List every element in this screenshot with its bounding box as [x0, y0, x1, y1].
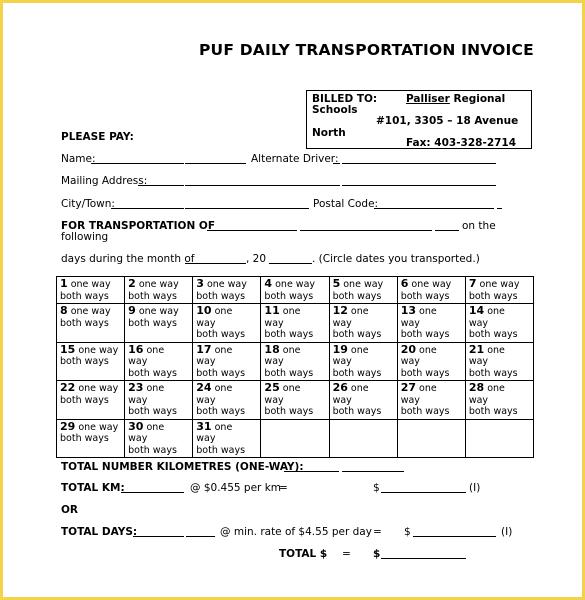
min-rate-text: @ min. rate of $4.55 per day	[220, 526, 372, 538]
both-ways-option: both ways	[264, 406, 314, 417]
calendar-day-number: 19	[332, 342, 348, 356]
billed-to-line2: Schools	[312, 104, 358, 116]
one-way-option-part2: way	[128, 394, 148, 406]
billed-to-box	[306, 90, 532, 149]
calendar-day-number: 23	[128, 381, 144, 394]
calendar-day-1[interactable]	[57, 277, 125, 304]
calendar-day-number: 1	[60, 277, 68, 290]
one-way-option: one way	[78, 344, 119, 356]
calendar-day-number: 26	[332, 381, 348, 394]
both-ways-option: both ways	[332, 290, 382, 302]
name-label: Name:	[61, 153, 96, 165]
both-ways-option: both ways	[468, 290, 518, 302]
transportation-of-field-1[interactable]	[207, 230, 297, 231]
one-way-option-part2: way	[196, 317, 216, 329]
one-way-option-part1: one	[350, 383, 369, 394]
calendar-day-number: 24	[196, 381, 212, 394]
calendar-day-number: 22	[60, 381, 76, 394]
both-ways-option: both ways	[128, 317, 177, 329]
both-ways-option: both ways	[468, 329, 518, 340]
billed-to-label: BILLED TO:	[312, 93, 378, 105]
one-way-option-part1: one	[487, 306, 505, 317]
alternate-driver-label: Alternate Driver:	[251, 153, 339, 165]
calendar-day-25[interactable]	[261, 381, 329, 420]
year-prefix-text: , 20	[246, 253, 267, 265]
calendar-day-29[interactable]	[57, 419, 125, 458]
calendar-day-number: 20	[400, 342, 417, 356]
calendar-day-number: 14	[468, 304, 485, 317]
one-way-option-part2: way	[196, 356, 216, 367]
both-ways-option: both ways	[400, 290, 450, 302]
dollar-days: $	[404, 526, 411, 538]
km-note: (I)	[469, 482, 481, 494]
calendar-day-10[interactable]	[193, 304, 261, 343]
calendar-day-number: 28	[468, 381, 485, 394]
calendar-day-23[interactable]	[125, 381, 193, 420]
calendar-empty-cell	[397, 419, 465, 458]
calendar-day-number: 3	[196, 277, 204, 290]
rate-per-km-text: @ $0.455 per km	[190, 482, 282, 494]
calendar-day-19[interactable]	[329, 342, 397, 381]
transportation-of-label: FOR TRANSPORTATION OF	[61, 220, 215, 232]
calendar-grid	[56, 276, 534, 458]
calendar-day-number: 2	[128, 277, 136, 290]
calendar-day-21[interactable]	[465, 342, 533, 381]
name-field-extra[interactable]	[185, 163, 246, 164]
one-way-option-part1: one	[214, 421, 233, 433]
mailing-address-field-2[interactable]	[185, 185, 340, 186]
days-amount-field[interactable]	[413, 536, 496, 537]
one-way-option-part2: way	[264, 317, 284, 329]
one-way-option-part1: one	[146, 383, 165, 394]
calendar-day-12[interactable]	[329, 304, 397, 343]
one-way-option-part2: way	[264, 394, 284, 406]
or-label: OR	[61, 504, 79, 516]
month-field[interactable]	[185, 263, 246, 264]
days-during-month-text: days during the month of	[61, 253, 195, 265]
transportation-of-field-3[interactable]	[435, 230, 459, 231]
both-ways-option: both ways	[264, 290, 314, 302]
calendar-day-6[interactable]	[397, 277, 465, 304]
both-ways-option: both ways	[468, 367, 518, 379]
city-town-label: City/Town:	[61, 198, 115, 210]
calendar-day-number: 4	[264, 277, 273, 290]
both-ways-option: both ways	[128, 290, 177, 302]
both-ways-option: both ways	[60, 317, 109, 329]
calendar-day-26[interactable]	[329, 381, 397, 420]
both-ways-option: both ways	[264, 367, 314, 379]
both-ways-option: both ways	[128, 367, 177, 379]
calendar-day-number: 13	[400, 304, 417, 317]
billed-to-fax: Fax: 403-328-2714	[406, 137, 517, 149]
both-ways-option: both ways	[468, 406, 518, 417]
one-way-option: one way	[275, 279, 316, 290]
total-km-one-way-field-2[interactable]	[342, 471, 404, 472]
one-way-option-part2: way	[332, 356, 352, 367]
mailing-address-field-3[interactable]	[342, 185, 496, 186]
billed-to-name-underlined: Palliser	[406, 93, 450, 105]
calendar-day-number: 17	[196, 342, 212, 356]
dollar-km: $	[373, 482, 380, 494]
calendar-day-number: 10	[196, 304, 212, 317]
equals-days: =	[373, 526, 382, 538]
both-ways-option: both ways	[400, 367, 450, 379]
calendar-day-27[interactable]	[397, 381, 465, 420]
one-way-option-part1: one	[214, 306, 233, 317]
one-way-option: one way	[70, 306, 111, 317]
calendar-day-number: 18	[264, 342, 280, 356]
calendar-day-3[interactable]	[193, 277, 261, 304]
one-way-option-part2: way	[468, 394, 489, 406]
calendar-day-number: 25	[264, 381, 280, 394]
calendar-day-24[interactable]	[193, 381, 261, 420]
calendar-day-number: 7	[468, 277, 477, 290]
calendar-day-8[interactable]	[57, 304, 125, 343]
both-ways-option: both ways	[60, 290, 109, 302]
calendar-day-number: 21	[468, 342, 485, 356]
one-way-option-part1: one	[419, 383, 437, 394]
equals-total: =	[342, 548, 351, 560]
postal-code-label: Postal Code:	[313, 198, 379, 210]
one-way-option-part2: way	[196, 433, 216, 444]
calendar-day-number: 29	[60, 419, 76, 433]
one-way-option-part1: one	[214, 383, 233, 394]
both-ways-option: both ways	[196, 367, 246, 379]
billed-to-name	[406, 93, 505, 105]
transportation-of-field-2[interactable]	[300, 230, 432, 231]
one-way-option-part2: way	[128, 356, 148, 367]
one-way-option: one way	[138, 306, 179, 317]
calendar-day-number: 30	[128, 419, 144, 433]
calendar-day-17[interactable]	[193, 342, 261, 381]
both-ways-option: both ways	[60, 433, 109, 444]
billed-to-name-rest: Regional	[449, 93, 506, 105]
one-way-option-part1: one	[214, 344, 233, 356]
calendar-day-number: 27	[400, 381, 417, 394]
equals-km: =	[279, 482, 288, 494]
both-ways-option: both ways	[128, 406, 177, 417]
calendar-day-number: 9	[128, 304, 136, 317]
one-way-option-part2: way	[128, 433, 148, 444]
calendar-day-5[interactable]	[329, 277, 397, 304]
both-ways-option: both ways	[196, 329, 246, 340]
one-way-option-part1: one	[350, 306, 369, 317]
calendar-day-4[interactable]	[261, 277, 329, 304]
total-amount-field[interactable]	[381, 558, 466, 559]
postal-code-field-end[interactable]	[497, 208, 502, 209]
days-note: (I)	[501, 526, 513, 538]
one-way-option-part1: one	[487, 344, 505, 356]
one-way-option: one way	[78, 421, 119, 433]
one-way-option-part1: one	[419, 306, 437, 317]
calendar-day-number: 12	[332, 304, 348, 317]
page-title: PUF DAILY TRANSPORTATION INVOICE	[199, 41, 534, 59]
one-way-option: one way	[206, 279, 247, 290]
calendar-day-number: 11	[264, 304, 280, 317]
one-way-option: one way	[78, 383, 119, 394]
calendar-day-11[interactable]	[261, 304, 329, 343]
calendar-day-number: 16	[128, 342, 144, 356]
calendar-day-9[interactable]	[125, 304, 193, 343]
both-ways-option: both ways	[196, 444, 246, 456]
one-way-option-part2: way	[264, 356, 284, 367]
calendar-empty-cell	[465, 419, 533, 458]
total-km-label: TOTAL KM:	[61, 482, 125, 494]
one-way-option-part1: one	[282, 383, 301, 394]
following-text: following	[61, 231, 109, 243]
alternate-driver-field-start[interactable]	[333, 163, 340, 164]
one-way-option: one way	[411, 279, 452, 290]
name-field[interactable]	[91, 163, 184, 164]
calendar-day-number: 31	[196, 419, 212, 433]
both-ways-option: both ways	[332, 367, 382, 379]
calendar-day-31[interactable]	[193, 419, 261, 458]
one-way-option-part2: way	[332, 394, 352, 406]
both-ways-option: both ways	[196, 290, 246, 302]
mailing-address-field-1[interactable]	[138, 185, 184, 186]
one-way-option: one way	[479, 279, 520, 290]
please-pay-label: PLEASE PAY:	[61, 131, 134, 143]
calendar-day-16[interactable]	[125, 342, 193, 381]
alternate-driver-field[interactable]	[342, 163, 496, 164]
city-town-field-1[interactable]	[111, 208, 184, 209]
calendar-day-30[interactable]	[125, 419, 193, 458]
total-km-one-way-label: TOTAL NUMBER KILOMETRES (ONE-WAY):	[61, 461, 304, 473]
km-amount-field[interactable]	[381, 492, 466, 493]
calendar-day-20[interactable]	[397, 342, 465, 381]
calendar-day-number: 5	[332, 277, 341, 290]
total-dollar-label: TOTAL $	[279, 548, 328, 560]
calendar-day-22[interactable]	[57, 381, 125, 420]
calendar-day-13[interactable]	[397, 304, 465, 343]
mailing-address-label: Mailing Address:	[61, 175, 148, 187]
total-days-field-1[interactable]	[133, 536, 184, 537]
one-way-option-part2: way	[196, 394, 216, 406]
calendar-day-number: 6	[400, 277, 409, 290]
one-way-option-part2: way	[400, 394, 420, 406]
billed-to-address: #101, 3305 – 18 Avenue	[376, 115, 519, 127]
total-km-one-way-field-1[interactable]	[284, 471, 339, 472]
calendar-day-number: 8	[60, 304, 68, 317]
postal-code-field[interactable]	[374, 208, 494, 209]
both-ways-option: both ways	[264, 329, 314, 340]
calendar-empty-cell	[329, 419, 397, 458]
calendar-day-2[interactable]	[125, 277, 193, 304]
calendar-day-15[interactable]	[57, 342, 125, 381]
one-way-option-part2: way	[468, 317, 489, 329]
one-way-option-part1: one	[282, 306, 301, 317]
both-ways-option: both ways	[332, 329, 382, 340]
calendar-day-18[interactable]	[261, 342, 329, 381]
calendar-day-14[interactable]	[465, 304, 533, 343]
on-the-text: on the	[462, 220, 496, 232]
total-days-field-2[interactable]	[186, 536, 215, 537]
calendar-empty-cell	[261, 419, 329, 458]
one-way-option-part2: way	[400, 356, 420, 367]
one-way-option-part1: one	[282, 344, 301, 356]
both-ways-option: both ways	[400, 406, 450, 417]
calendar-day-7[interactable]	[465, 277, 533, 304]
one-way-option-part2: way	[468, 356, 489, 367]
both-ways-option: both ways	[60, 394, 109, 406]
dollar-total: $	[373, 548, 381, 560]
total-days-label: TOTAL DAYS:	[61, 526, 138, 538]
one-way-option-part1: one	[419, 344, 437, 356]
both-ways-option: both ways	[196, 406, 246, 417]
one-way-option: one way	[138, 279, 179, 290]
city-town-field-2[interactable]	[185, 208, 309, 209]
calendar-day-number: 15	[60, 342, 76, 356]
one-way-option: one way	[70, 279, 111, 290]
calendar-day-28[interactable]	[465, 381, 533, 420]
billed-to-line4: North	[312, 127, 346, 139]
both-ways-option: both ways	[128, 444, 177, 456]
one-way-option-part1: one	[146, 344, 165, 356]
one-way-option-part2: way	[332, 317, 352, 329]
both-ways-option: both ways	[400, 329, 450, 340]
year-field[interactable]	[269, 263, 312, 264]
one-way-option-part1: one	[350, 344, 369, 356]
one-way-option: one way	[343, 279, 384, 290]
one-way-option-part1: one	[146, 421, 165, 433]
one-way-option-part2: way	[400, 317, 420, 329]
one-way-option-part1: one	[487, 383, 505, 394]
both-ways-option: both ways	[60, 356, 109, 367]
both-ways-option: both ways	[332, 406, 382, 417]
circle-dates-note: . (Circle dates you transported.)	[312, 253, 480, 265]
total-km-field[interactable]	[121, 492, 184, 493]
